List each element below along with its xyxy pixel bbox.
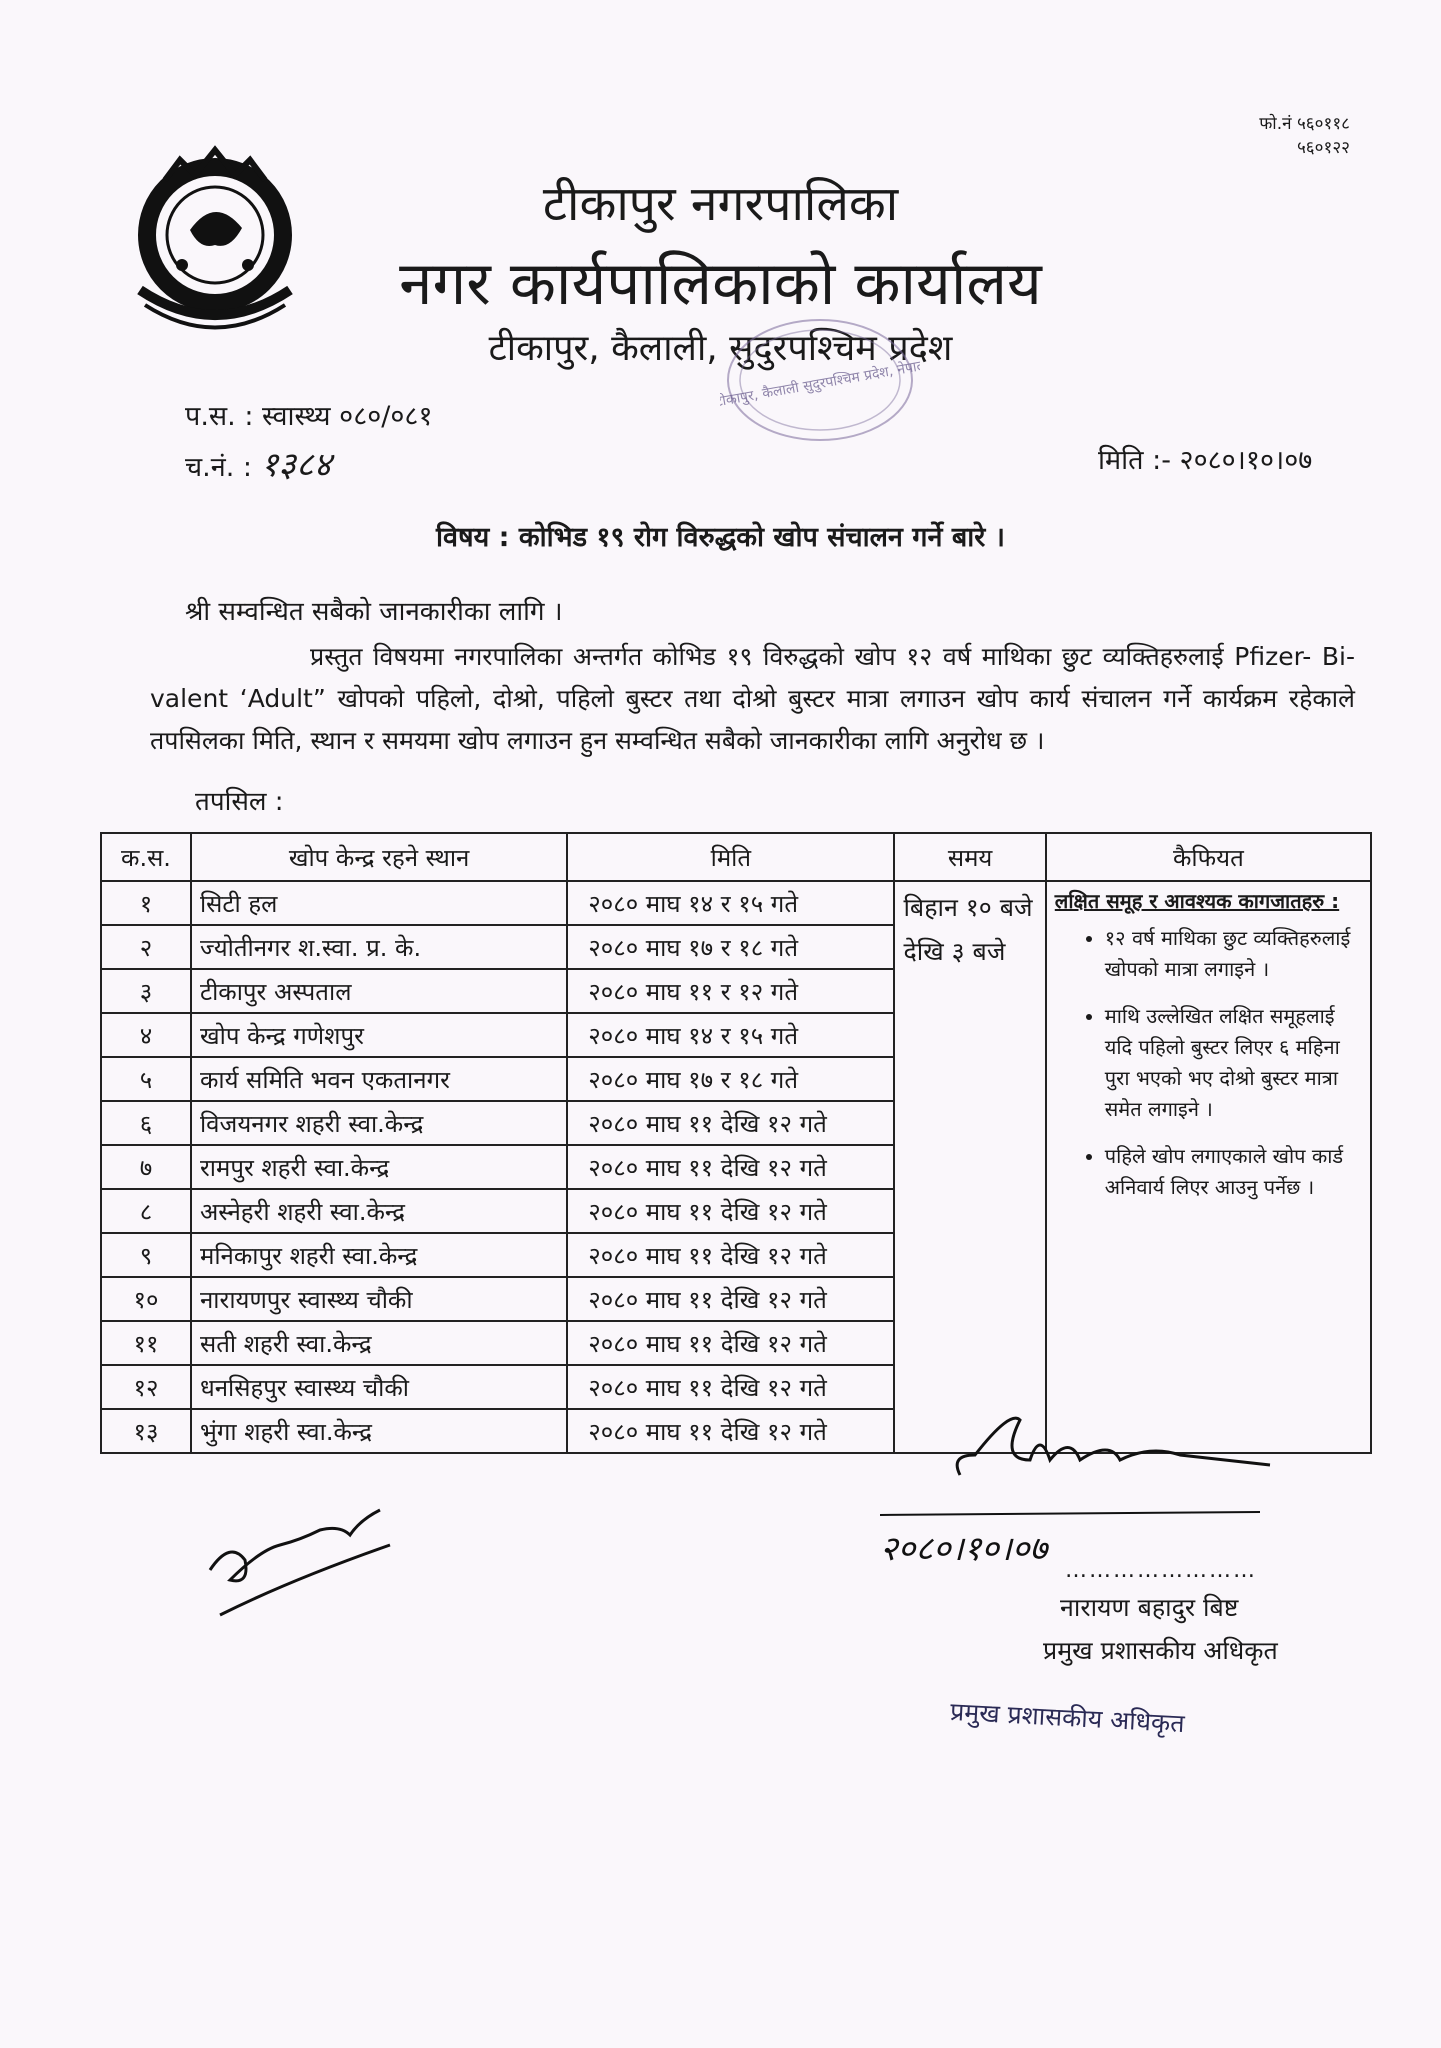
officer-designation: प्रमुख प्रशासकीय अधिकृत: [1043, 1636, 1278, 1665]
row-sn: १०: [101, 1277, 191, 1321]
row-date: २०८० माघ ११ देखि १२ गते: [567, 1277, 894, 1321]
row-place: सती शहरी स्वा.केन्द्र: [191, 1321, 567, 1365]
row-sn: ८: [101, 1189, 191, 1233]
header-sn: क.स.: [101, 833, 191, 881]
list-item: • १२ वर्ष माथिका छुट व्यक्तिहरुलाई खोपको मात्रा लगाइने ।: [1105, 923, 1362, 985]
row-place: रामपुर शहरी स्वा.केन्द्र: [191, 1145, 567, 1189]
letter-body: प्रस्तुत विषयमा नगरपालिका अन्तर्गत कोभिड १९ विरुद्धको खोप १२ वर्ष माथिका छुट व्यक्तिहरुलाई Pfizer- Bi-valent ‘Adult” खोपको पहिलो, दोश्रो, पहिलो बुस्टर तथा दोश्रो बुस्टर मात्रा लगाउन खोप कार्य संचालन गर्ने कार्यक्रम रहेकाले तपसिलका मिति, स्थान र समयमा खोप लगाउन हुन सम्वन्धित सबैको जानकारीका लागि अनुरोध छ ।: [150, 642, 1355, 755]
row-date: २०८० माघ ११ देखि १२ गते: [567, 1189, 894, 1233]
vaccination-schedule-table: [100, 832, 1372, 1454]
row-date: २०८० माघ १४ र १५ गते: [567, 881, 894, 925]
row-date: २०८० माघ ११ देखि १२ गते: [567, 1409, 894, 1453]
remarks-cell: [1046, 881, 1371, 1453]
dispatch-value: १३८४: [260, 445, 332, 485]
municipality-name: टीकापुर नगरपालिका: [542, 176, 899, 232]
row-date: २०८० माघ १४ र १५ गते: [567, 1013, 894, 1057]
row-sn: ५: [101, 1057, 191, 1101]
row-date: २०८० माघ ११ देखि १२ गते: [567, 1145, 894, 1189]
row-place: खोप केन्द्र गणेशपुर: [191, 1013, 567, 1057]
header-remarks: कैफियत: [1046, 833, 1371, 881]
row-place: नारायणपुर स्वास्थ्य चौकी: [191, 1277, 567, 1321]
initial-signature: [200, 1500, 400, 1630]
row-place: कार्य समिति भवन एकतानगर: [191, 1057, 567, 1101]
row-place: विजयनगर शहरी स्वा.केन्द्र: [191, 1101, 567, 1145]
table-header-row: [101, 833, 1371, 881]
row-sn: १३: [101, 1409, 191, 1453]
row-date: २०८० माघ ११ देखि १२ गते: [567, 1233, 894, 1277]
office-address: टीकापुर, कैलाली, सुदुरपश्चिम प्रदेश: [488, 328, 953, 369]
row-place: भुंगा शहरी स्वा.केन्द्र: [191, 1409, 567, 1453]
officer-name: नारायण बहादुर बिष्ट: [1060, 1593, 1239, 1622]
row-date: २०८० माघ १७ र १८ गते: [567, 925, 894, 969]
office-name: नगर कार्यपालिकाको कार्यालय: [399, 249, 1042, 319]
designation-stamp: प्रमुख प्रशासकीय अधिकृत: [949, 1696, 1186, 1739]
header-place: खोप केन्द्र रहने स्थान: [191, 833, 567, 881]
row-date: २०८० माघ ११ देखि १२ गते: [567, 1321, 894, 1365]
row-sn: ६: [101, 1101, 191, 1145]
stamp-text: टीकापुर, कैलाली सुदुरपश्चिम प्रदेश, नेपाल: [720, 357, 920, 411]
header-date: मिति: [567, 833, 894, 881]
letter-date: मिति :- २०८०।१०।०७: [1098, 445, 1313, 476]
letter-subject: विषय : कोभिड १९ रोग विरुद्धको खोप संचालन गर्ने बारे ।: [436, 522, 1005, 553]
row-date: २०८० माघ ११ र १२ गते: [567, 969, 894, 1013]
table-row: [101, 881, 1371, 925]
row-place: ज्योतीनगर श.स्वा. प्र. के.: [191, 925, 567, 969]
row-place: सिटी हल: [191, 881, 567, 925]
row-date: २०८० माघ ११ देखि १२ गते: [567, 1365, 894, 1409]
phone-numbers: [1210, 112, 1350, 160]
time-cell: बिहान १० बजे देखि ३ बजे: [894, 881, 1045, 1453]
row-sn: २: [101, 925, 191, 969]
officer-signature: [880, 1400, 1380, 1570]
row-place: धनसिहपुर स्वास्थ्य चौकी: [191, 1365, 567, 1409]
row-date: २०८० माघ ११ देखि १२ गते: [567, 1101, 894, 1145]
header-time: समय: [894, 833, 1045, 881]
remarks-title: लक्षित समूह र आवश्यक कागजातहरु :: [1054, 889, 1340, 913]
row-sn: १२: [101, 1365, 191, 1409]
row-place: टीकापुर अस्पताल: [191, 969, 567, 1013]
phone-line-1: फो.नं ५६०११८: [1259, 114, 1350, 134]
row-sn: ९: [101, 1233, 191, 1277]
row-sn: ७: [101, 1145, 191, 1189]
row-place: अस्नेहरी शहरी स्वा.केन्द्र: [191, 1189, 567, 1233]
list-item: • माथि उल्लेखित लक्षित समूहलाई यदि पहिलो बुस्टर लिएर ६ महिना पुरा भएको भए दोश्रो बुस्टर मात्रा समेत लगाइने ।: [1105, 1001, 1362, 1125]
row-sn: १: [101, 881, 191, 925]
salutation: श्री सम्वन्धित सबैको जानकारीका लागि ।: [185, 597, 563, 627]
row-date: २०८० माघ १७ र १८ गते: [567, 1057, 894, 1101]
stamp-seal-icon: [720, 310, 920, 450]
schedule-label: तपसिल :: [195, 787, 284, 817]
dispatch-label: च.नं. :: [185, 452, 252, 483]
row-sn: ३: [101, 969, 191, 1013]
phone-line-2: ५६०१२२: [1296, 138, 1350, 158]
row-sn: ४: [101, 1013, 191, 1057]
row-sn: ११: [101, 1321, 191, 1365]
office-stamp: [720, 310, 920, 450]
dispatch-number: [185, 440, 331, 486]
remarks-list: [1055, 923, 1362, 1203]
signature-dots: ……………………: [1065, 1558, 1257, 1583]
list-item: • पहिले खोप लगाएकाले खोप कार्ड अनिवार्य लिएर आउनु पर्नेछ ।: [1105, 1141, 1362, 1203]
row-place: मनिकापुर शहरी स्वा.केन्द्र: [191, 1233, 567, 1277]
signature-date: २०८०।१०।०७: [880, 1529, 1048, 1569]
reference-number: प.स. : स्वास्थ्य ०८०/०८१: [185, 401, 433, 432]
